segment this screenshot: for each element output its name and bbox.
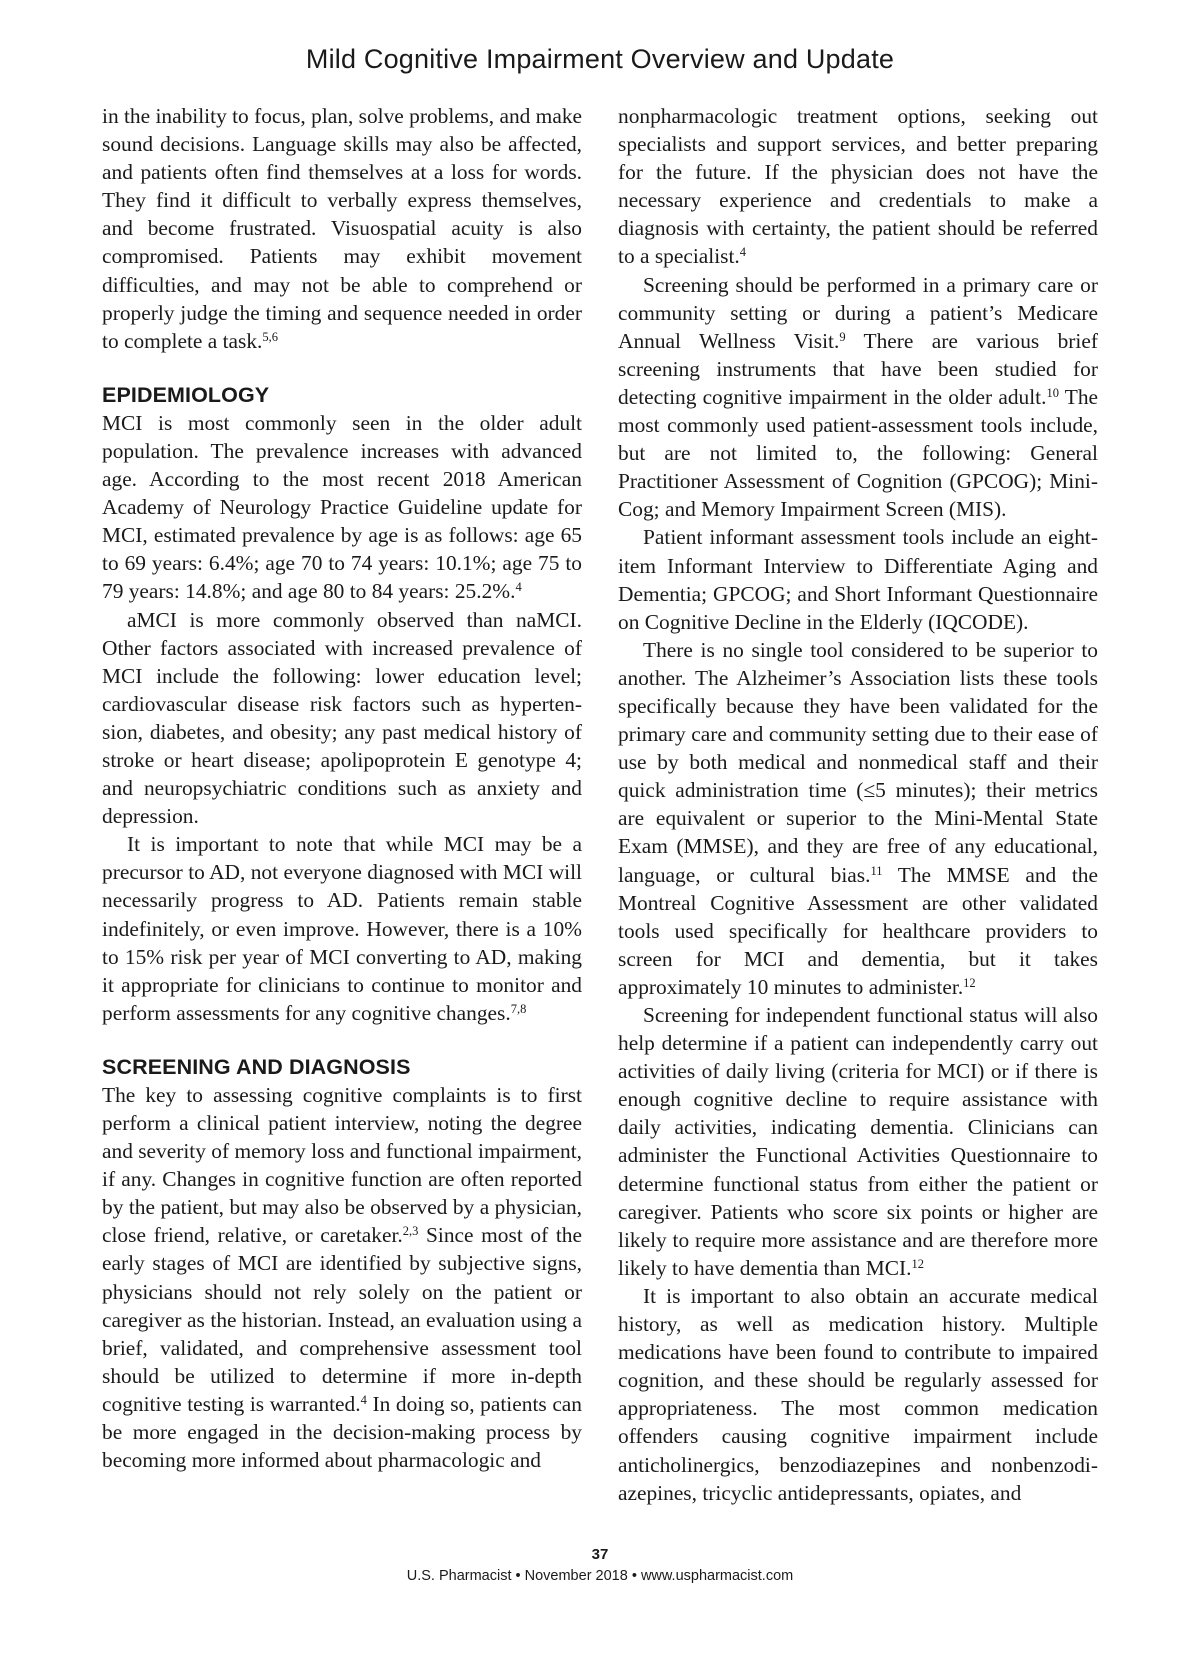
reference-superscript: 4 (739, 245, 747, 260)
reference-superscript: 7,8 (510, 1001, 527, 1016)
paragraph-text: The MMSE and the Montreal Cognitive Assessment are other validated tools used specifically for healthcare providers to screen for MCI and dementia, but it takes approximately 10 minutes to administer. (618, 862, 1099, 999)
reference-superscript: 4 (515, 580, 522, 595)
reference-superscript: 9 (839, 329, 846, 344)
right-paragraph-2 (618, 271, 1098, 524)
heading-epidemiology: EPIDEMIOLOGY (102, 382, 270, 407)
right-paragraph-1 (618, 102, 1098, 271)
paragraph-text: It is important to note that while MCI may be a precursor to AD, not everyone diagnosed with MCI will necessarily progress to AD. Patients remain stable indefinitely, or even improve. However, there is a 10% to 15% risk per year of MCI converting to AD, making it appropriate for clinicians to continue to monitor and perform assessments for any cognitive changes. (102, 832, 582, 1025)
paragraph-text: Screening should be performed in a primary care or community setting or during a patient’s Medicare Annual Wellness Visit. (618, 272, 1098, 353)
paragraph-text: There are various brief screening instruments that have been studied for detecting cognitive impairment in the older adult. (618, 328, 1098, 409)
paragraph-text: Screening for independent functional status will also help determine if a patient can independently carry out activities of daily living (criteria for MCI) or if there is enough cognitive decline to require assistance with daily activities, indicating dementia. Clinicians can administer the Functional Activities Questionnaire to determine functional status from either the patient or caregiver. Patients who score six points or higher are likely to require more assistance and are therefore more likely to have dementia than MCI. (618, 1003, 1098, 1280)
reference-superscript: 12 (963, 975, 976, 990)
left-paragraph-1 (102, 102, 582, 355)
left-column (102, 102, 582, 1474)
reference-superscript: 10 (1046, 385, 1059, 400)
paragraph-text: in the inability to focus, plan, solve problems, and make sound decisions. Language skills may also be affected, and patients often find themselves at a loss for words. They find it difficult to verbally express themselves, and become frustrated. Visuospatial acuity is also compromised. Patients may exhibit movement difficulties, and may not be able to comprehend or properly judge the timing and sequence needed in order to complete a task. (102, 104, 583, 353)
heading-screening-and-diagnosis: SCREENING AND DIAGNOSIS (102, 1054, 411, 1079)
footer-publication-line: U.S. Pharmacist • November 2018 • www.uspharmacist.com (406, 1568, 794, 1584)
paragraph-text: In doing so, patients can be more engaged in the decision-making process by becoming more informed about pharmacologic and (102, 1391, 582, 1473)
paragraph-text: nonpharmacologic treatment options, seeking out specialists and support services, and better preparing for the future. If the physician does not have the necessary experience and credentials to make a diagnosis with certainty, the patient should be referred to a specialist. (618, 104, 1098, 269)
reference-superscript: 5,6 (262, 329, 279, 344)
paragraph-text: The most commonly used patient-assessment tools include, but are not limited to, the following: General Practitioner Assessment of Cognition (GPCOG); Mini-Cog; and Memory Impairment Screen (MIS). (618, 384, 1099, 522)
paragraph-text: Since most of the early stages of MCI are identified by subjective signs, physicians should not rely solely on the patient or caregiver as the historian. Instead, an evaluation using a brief, validated, and comprehensive assessment tool should be utilized to determine if more in-depth cognitive testing is warranted. (102, 1223, 582, 1416)
left-paragraph-2 (102, 409, 582, 606)
running-head-title: Mild Cognitive Impairment Overview and Update (305, 44, 895, 74)
reference-superscript: 11 (870, 863, 883, 878)
right-paragraph-6: It is important to also obtain an accurate medical history, as well as medication history. Multiple medications have been found to contribute to impaired cognition, and these should be regularly assessed for appropriateness. The most common medication offenders causing cognitive impairment include anticholinergics, benzodiazepines and nonbenzodiazepines, tricyclic antidepressants, opiates, and (618, 1283, 1098, 1505)
reference-superscript: 12 (911, 1256, 924, 1271)
paragraph-text: The key to assessing cognitive complaints is to first perform a clinical patient interview, noting the degree and severity of memory loss and functional impairment, if any. Changes in cognitive function are often reported by the patient, but may also be observed by a physician, close friend, relative, or caretaker. (102, 1082, 582, 1248)
paragraph-text: MCI is most commonly seen in the older adult population. The prevalence increases with advanced age. According to the most recent 2018 American Academy of Neurology Practice Guideline update for MCI, estimated prevalence by age is as follows: age 65 to 69 years: 6.4%; age 70 to 74 years: 10.1%; age 75 to 79 years: 14.8%; and age 80 to 84 years: 25.2%. (102, 410, 582, 604)
left-paragraph-5 (102, 1081, 582, 1474)
right-paragraph-4 (618, 636, 1098, 1001)
right-paragraph-3: Patient informant assessment tools include an eight-item Informant Interview to Differentiate Aging and Dementia; GPCOG; and Short Informant Questionnaire on Cognitive Decline in the Elderly (IQCODE). (618, 525, 1098, 634)
page-number: 37 (591, 1546, 609, 1563)
paragraph-text: There is no single tool considered to be superior to another. The Alzheimer’s Association lists these tools specifically because they have been validated for the primary care and community setting due to their ease of use by both medical and nonmedical staff and their quick administration time (≤5 minutes); their metrics are equivalent or superior to the Mini-Mental State Exam (MMSE), and they are free of any educational, language, or cultural bias. (618, 637, 1098, 887)
left-paragraph-4 (102, 830, 582, 1027)
right-paragraph-5 (618, 1001, 1098, 1282)
reference-superscript: 2,3 (402, 1224, 419, 1239)
right-column (618, 102, 1098, 1507)
reference-superscript: 4 (360, 1392, 367, 1407)
left-paragraph-3: aMCI is more commonly observed than naMCI. Other factors associated with increased prevalence of MCI include the following: lower education level; cardiovascular disease risk factors such as hypertension, diabetes, and obesity; any past medical history of stroke or heart disease; apolipoprotein E genotype 4; and neuropsychiatric conditions such as anxiety and depression. (102, 607, 582, 829)
